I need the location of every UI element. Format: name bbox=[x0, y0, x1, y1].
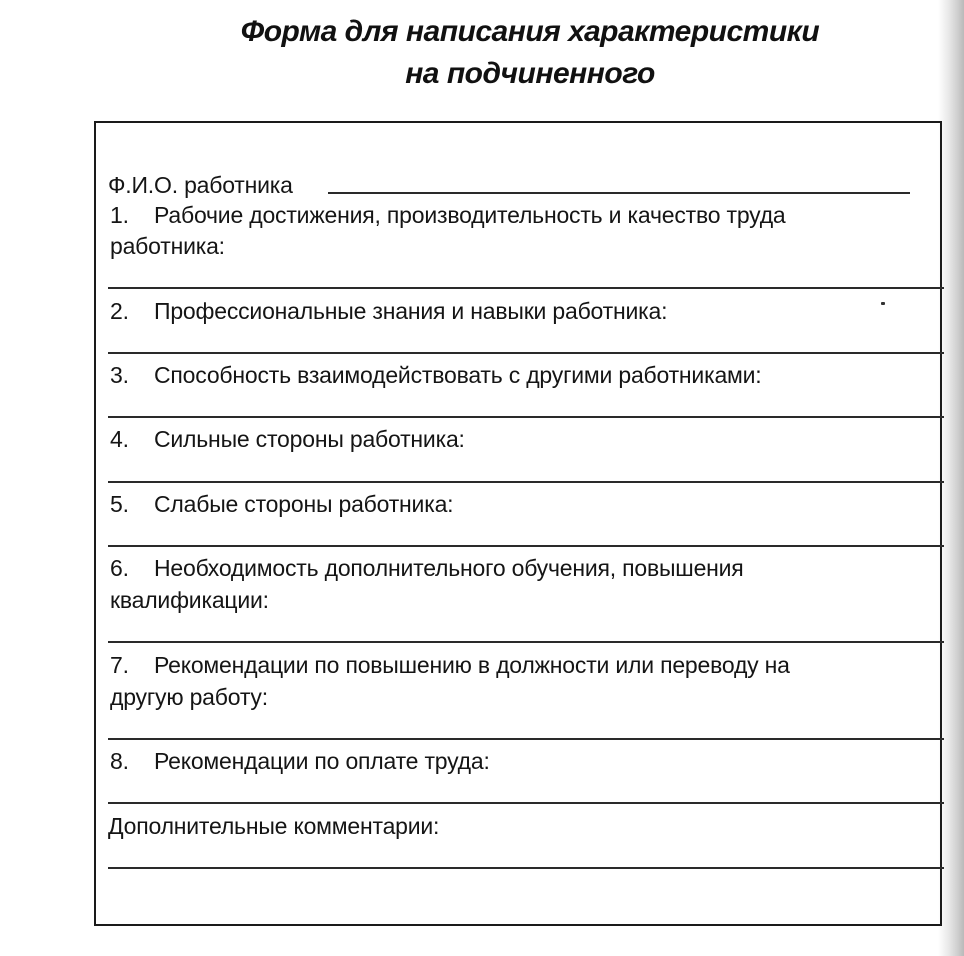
item-7 bbox=[110, 650, 790, 680]
item-7-text-line-1: Рекомендации по повышению в должности или переводу на bbox=[154, 652, 790, 678]
item-5 bbox=[110, 489, 453, 519]
item-8-text: Рекомендации по оплате труда: bbox=[154, 748, 490, 774]
item-7-number: 7. bbox=[110, 652, 129, 678]
item-1-number: 1. bbox=[110, 202, 129, 228]
item-5-answer-line[interactable] bbox=[108, 545, 944, 547]
item-4 bbox=[110, 424, 465, 454]
item-8 bbox=[110, 746, 490, 776]
item-6 bbox=[110, 553, 744, 583]
item-8-number: 8. bbox=[110, 748, 129, 774]
item-1-text-line-1: Рабочие достижения, производительность и качество труда bbox=[154, 202, 786, 228]
item-6-answer-line[interactable] bbox=[108, 641, 944, 643]
item-6-number: 6. bbox=[110, 555, 129, 581]
item-3-text: Способность взаимодействовать с другими работниками: bbox=[154, 362, 762, 388]
item-4-answer-line[interactable] bbox=[108, 481, 944, 483]
item-5-text: Слабые стороны работника: bbox=[154, 491, 454, 517]
item-4-text: Сильные стороны работника: bbox=[154, 426, 465, 452]
item-2-number: 2. bbox=[110, 298, 129, 324]
form-title-line-1: Форма для написания характеристики bbox=[240, 15, 820, 48]
item-3-answer-line[interactable] bbox=[108, 416, 944, 418]
item-6-text-line-2: квалификации: bbox=[110, 587, 269, 613]
fio-field[interactable] bbox=[328, 192, 910, 194]
item-1 bbox=[110, 200, 786, 230]
comments-label: Дополнительные комментарии: bbox=[108, 813, 440, 839]
item-2-text: Профессиональные знания и навыки работника: bbox=[154, 298, 668, 324]
item-4-number: 4. bbox=[110, 426, 129, 452]
item-8-answer-line[interactable] bbox=[108, 802, 944, 804]
item-3 bbox=[110, 360, 762, 390]
item-7-text-line-2: другую работу: bbox=[110, 684, 268, 710]
item-6-text-line-1: Необходимость дополнительного обучения, повышения bbox=[154, 555, 744, 581]
item-3-number: 3. bbox=[110, 362, 129, 388]
scan-speck bbox=[881, 302, 885, 305]
item-5-number: 5. bbox=[110, 491, 129, 517]
item-7-answer-line[interactable] bbox=[108, 738, 944, 740]
item-1-text-line-2: работника: bbox=[110, 233, 225, 259]
item-1-answer-line[interactable] bbox=[108, 287, 944, 289]
item-2 bbox=[110, 296, 667, 326]
comments-answer-line[interactable] bbox=[108, 867, 944, 869]
fio-label: Ф.И.О. работника bbox=[108, 172, 293, 198]
item-2-answer-line[interactable] bbox=[108, 352, 944, 354]
form-title-line-2: на подчиненного bbox=[405, 57, 655, 90]
